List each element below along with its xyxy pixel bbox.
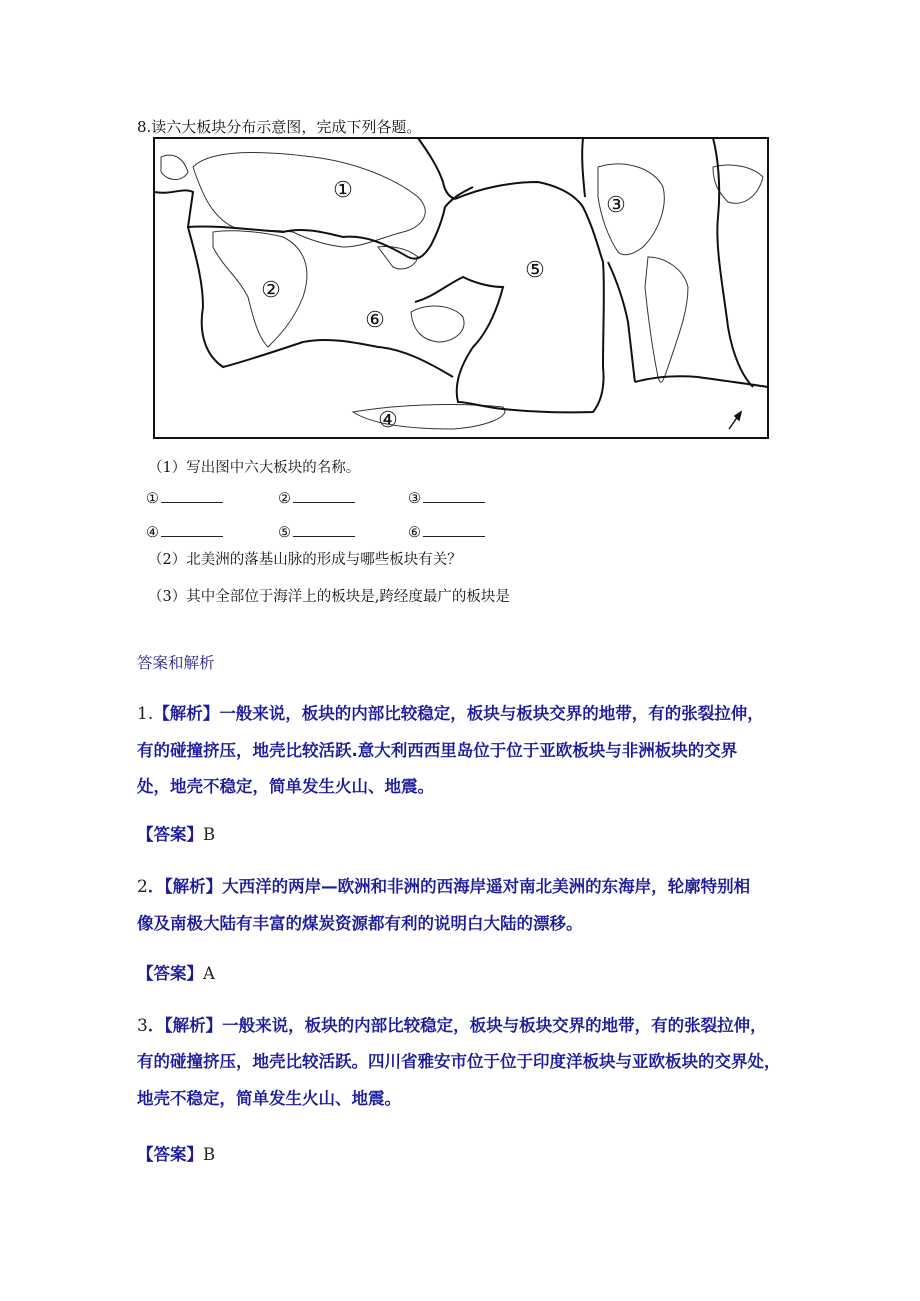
answer-3-line-3: 地壳不稳定，简单发生火山、地震。 (137, 1089, 401, 1108)
answer-1-line-3: 处，地壳不稳定，简单发生火山、地震。 (137, 777, 434, 796)
blank-6[interactable]: ⑥ (408, 524, 485, 541)
sub-question-2: （2）北美洲的落基山脉的形成与哪些板块有关？ (148, 552, 462, 568)
answer-3-line-2: 有的碰撞挤压，地壳比较活跃。四川省雅安市位于位于印度洋板块与亚欧板块的交界处， (137, 1052, 781, 1071)
plate-map (153, 137, 769, 439)
blank-2[interactable]: ② (278, 490, 355, 507)
blank-5[interactable]: ⑤ (278, 524, 355, 541)
answer-2-line-2: 像及南极大陆有丰富的煤炭资源都有利的说明白大陆的漂移。 (137, 914, 583, 933)
answer-1-line-1: 1.【解析】一般来说，板块的内部比较稳定，板块与板块交界的地带，有的张裂拉伸， (137, 704, 764, 724)
answer-3-line-1: 3．【解析】一般来说，板块的内部比较稳定，板块与板块交界的地带，有的张裂拉伸， (137, 1016, 767, 1036)
blank-1[interactable]: ① (146, 490, 223, 507)
answers-heading: 答案和解析 (137, 654, 215, 672)
question-title: 8.读六大板块分布示意图，完成下列各题。 (137, 118, 422, 136)
sub-question-1: （1）写出图中六大板块的名称。 (148, 460, 361, 476)
sub-question-3: （3）其中全部位于海洋上的板块是,跨经度最广的板块是 (148, 589, 510, 605)
plate-label-3: ③ (606, 193, 626, 218)
answer-1-result: 【答案】B (137, 825, 216, 844)
answer-3-result: 【答案】B (137, 1145, 216, 1164)
plate-label-5: ⑤ (525, 258, 545, 283)
plate-label-1: ① (333, 178, 353, 203)
answer-2-result: 【答案】A (137, 964, 215, 983)
plate-label-4: ④ (378, 408, 398, 433)
plate-label-2: ② (261, 278, 281, 303)
blank-4[interactable]: ④ (146, 524, 223, 541)
answer-1-line-2: 有的碰撞挤压，地壳比较活跃.意大利西西里岛位于位于亚欧板块与非洲板块的交界 (137, 741, 738, 760)
blank-3[interactable]: ③ (408, 490, 485, 507)
answer-2-line-1: 2．【解析】大西洋的两岸—欧洲和非洲的西海岸遥对南北美洲的东海岸，轮廓特别相 (137, 877, 751, 897)
plate-label-6: ⑥ (365, 308, 385, 333)
